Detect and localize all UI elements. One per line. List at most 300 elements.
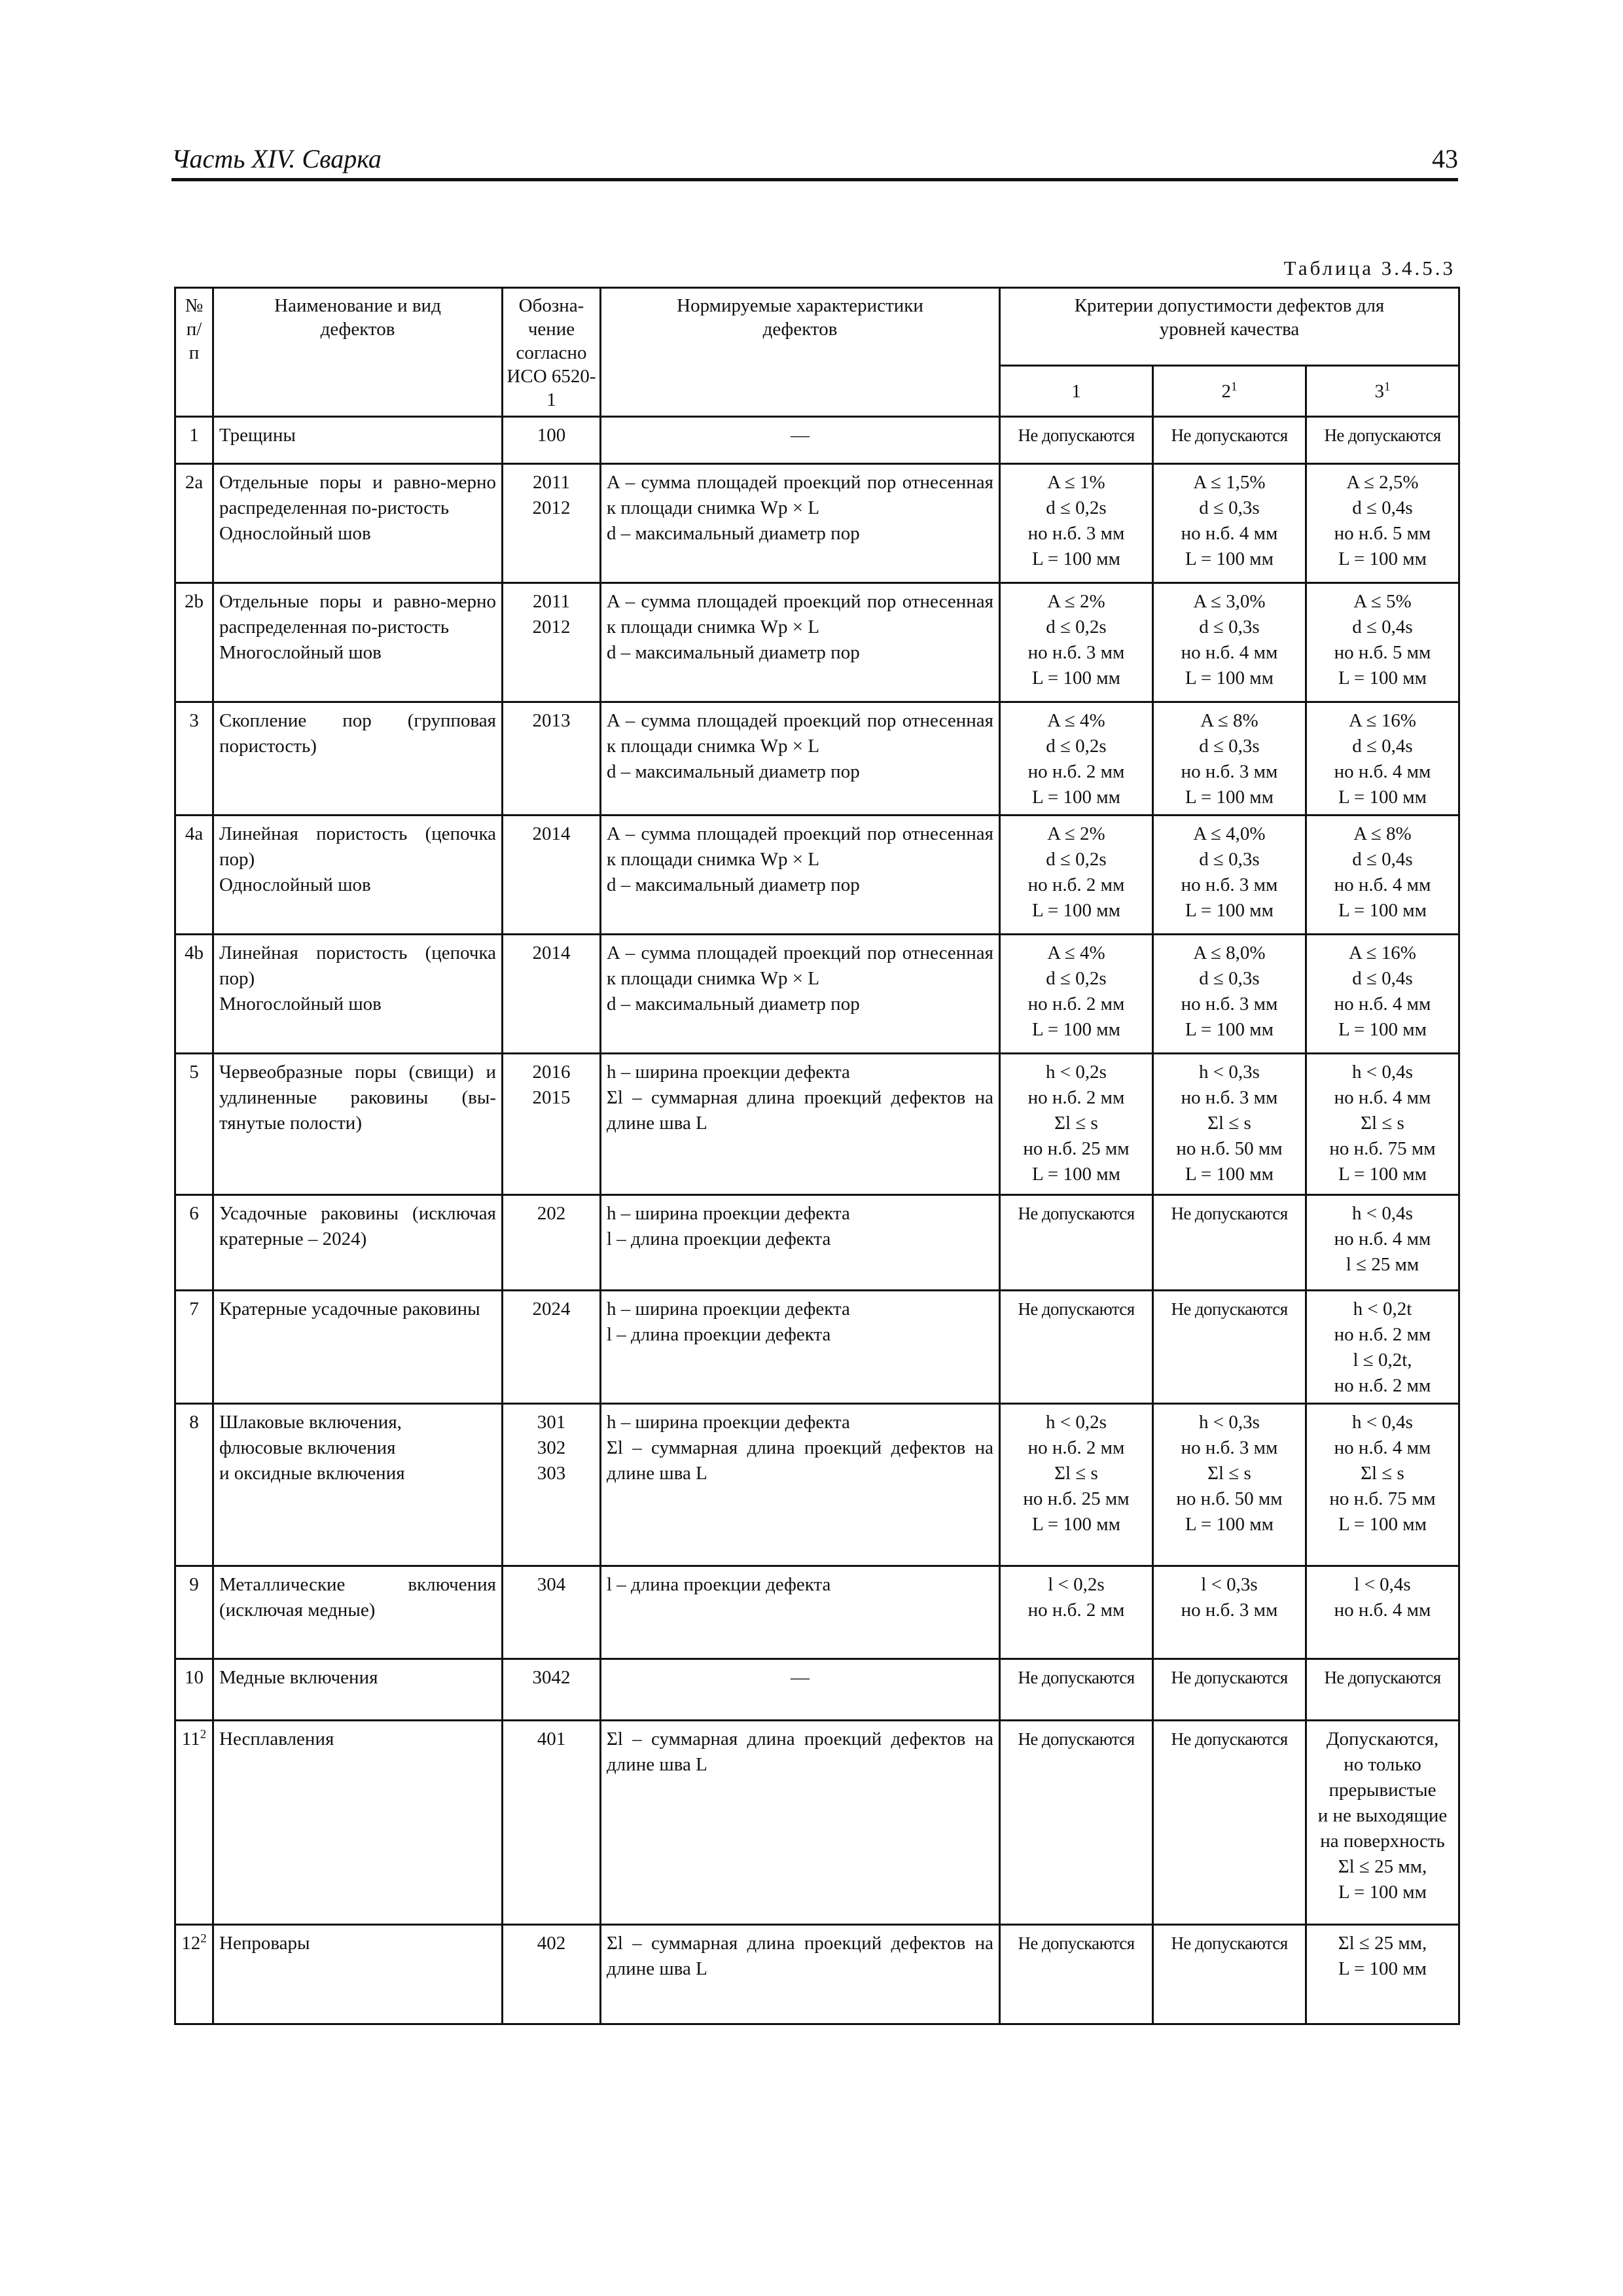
- row-number-text: 4a: [185, 823, 204, 844]
- cell-line: d – максимальный диаметр пор: [607, 523, 860, 544]
- cell-line: l – длина проекции дефекта: [607, 1229, 831, 1249]
- cell-line: Медные включения: [219, 1667, 378, 1688]
- cell-line: l ≤ 25 мм: [1346, 1254, 1419, 1275]
- cell-line: h – ширина проекции дефекта: [607, 1299, 850, 1319]
- cell-line: A – сумма площадей проекций пор отнесенная к площади снимка Wp × L: [607, 823, 993, 870]
- criteria-level-3: [1306, 1291, 1459, 1404]
- cell-line: L = 100 мм: [1185, 668, 1274, 689]
- cell-line: Не допускаются: [1171, 425, 1288, 445]
- row-number: [175, 464, 213, 583]
- defect-characteristics: [601, 1291, 1000, 1404]
- cell-line: но н.б. 5 мм: [1334, 642, 1431, 663]
- iso-code: [503, 935, 601, 1054]
- criteria-level-1: [1000, 1721, 1153, 1925]
- table-row: [175, 1925, 1459, 2024]
- cell-line: Σl ≤ s: [1361, 1113, 1404, 1134]
- row-number: [175, 1404, 213, 1566]
- row-number: [175, 1659, 213, 1721]
- cell-line: Допускаются,: [1326, 1729, 1439, 1749]
- cell-line: L = 100 мм: [1185, 900, 1274, 921]
- criteria-level-2: [1153, 1404, 1306, 1566]
- cell-line: L = 100 мм: [1185, 1514, 1274, 1535]
- cell-line: —: [791, 1667, 810, 1688]
- cell-line: 3042: [532, 1667, 571, 1688]
- iso-code: [503, 583, 601, 702]
- header-level-1: [1000, 365, 1153, 416]
- defect-name: [213, 583, 503, 702]
- table-row: [175, 1659, 1459, 1721]
- cell-line: Многослойный шов: [219, 642, 382, 663]
- cell-line: но н.б. 3 мм: [1027, 523, 1125, 544]
- cell-line: на поверхность: [1320, 1831, 1445, 1852]
- header-level-2: [1153, 365, 1306, 416]
- cell-line: d ≤ 0,4s: [1352, 736, 1413, 757]
- table-row: [175, 1291, 1459, 1404]
- cell-line: L = 100 мм: [1338, 900, 1427, 921]
- criteria-level-2: [1153, 1195, 1306, 1291]
- cell-line: A ≤ 8%: [1200, 710, 1258, 731]
- cell-line: Не допускаются: [1171, 1668, 1288, 1687]
- cell-line: h < 0,2s: [1046, 1062, 1107, 1083]
- cell-line: d ≤ 0,4s: [1352, 849, 1413, 870]
- cell-line: 2024: [532, 1299, 571, 1319]
- cell-line: l < 0,3s: [1201, 1574, 1258, 1595]
- page-number: 43: [1432, 144, 1458, 173]
- row-number: [175, 935, 213, 1054]
- iso-code: [503, 1291, 601, 1404]
- row-number: [175, 583, 213, 702]
- header-level-3: [1306, 365, 1459, 416]
- defect-characteristics: [601, 702, 1000, 816]
- iso-code: [503, 1195, 601, 1291]
- cell-line: Кратерные усадочные раковины: [219, 1299, 480, 1319]
- defect-name: [213, 1291, 503, 1404]
- criteria-level-1: [1000, 816, 1153, 935]
- criteria-level-2: [1153, 702, 1306, 816]
- cell-line: Не допускаются: [1171, 1729, 1288, 1749]
- cell-line: Трещины: [219, 425, 296, 446]
- cell-line: 100: [537, 425, 566, 446]
- row-number: [175, 1566, 213, 1659]
- cell-line: A ≤ 4%: [1047, 942, 1105, 963]
- criteria-level-3: [1306, 1659, 1459, 1721]
- cell-line: Σl ≤ s: [1054, 1113, 1098, 1134]
- iso-code: [503, 464, 601, 583]
- cell-line: d ≤ 0,4s: [1352, 968, 1413, 989]
- cell-line: но н.б. 3 мм: [1181, 874, 1278, 895]
- criteria-level-3: [1306, 1925, 1459, 2024]
- iso-code: [503, 702, 601, 816]
- row-number-text: 3: [189, 710, 199, 731]
- table-row: [175, 1566, 1459, 1659]
- cell-line: Не допускаются: [1324, 1668, 1441, 1687]
- criteria-level-3: [1306, 583, 1459, 702]
- cell-line: Отдельные поры и равно-мерно распределенная по-ристость: [219, 472, 496, 518]
- cell-line: d – максимальный диаметр пор: [607, 874, 860, 895]
- cell-line: h < 0,2s: [1046, 1412, 1107, 1433]
- cell-line: но н.б. 2 мм: [1027, 761, 1125, 782]
- cell-line: и оксидные включения: [219, 1463, 405, 1484]
- cell-line: A ≤ 16%: [1349, 710, 1416, 731]
- cell-line: A ≤ 3,0%: [1193, 591, 1266, 612]
- cell-line: L = 100 мм: [1185, 787, 1274, 808]
- cell-line: Не допускаются: [1018, 425, 1135, 445]
- cell-line: A ≤ 1,5%: [1193, 472, 1266, 493]
- cell-line: d ≤ 0,3s: [1199, 617, 1260, 637]
- defect-characteristics: [601, 417, 1000, 464]
- criteria-level-3: [1306, 702, 1459, 816]
- cell-line: d ≤ 0,4s: [1352, 617, 1413, 637]
- criteria-level-3: [1306, 1566, 1459, 1659]
- level-2-label: 2: [1221, 380, 1231, 402]
- header-designation: Обозна-чение согласно ИСО 6520-1: [503, 288, 601, 417]
- criteria-level-2: [1153, 1925, 1306, 2024]
- cell-line: d – максимальный диаметр пор: [607, 642, 860, 663]
- cell-line: но н.б. 5 мм: [1334, 523, 1431, 544]
- cell-line: Однослойный шов: [219, 523, 371, 544]
- defect-characteristics: [601, 464, 1000, 583]
- row-number: [175, 1925, 213, 2024]
- cell-line: Не допускаются: [1018, 1204, 1135, 1223]
- iso-code: [503, 1721, 601, 1925]
- table-row: [175, 935, 1459, 1054]
- cell-line: L = 100 мм: [1185, 548, 1274, 569]
- section-title: Часть XIV. Сварка: [171, 144, 382, 173]
- criteria-level-2: [1153, 1291, 1306, 1404]
- level-1-label: 1: [1071, 380, 1081, 402]
- cell-line: но только: [1344, 1754, 1421, 1775]
- defect-name: [213, 1566, 503, 1659]
- table-row: [175, 464, 1459, 583]
- cell-line: но н.б. 25 мм: [1023, 1138, 1130, 1159]
- cell-line: Не допускаются: [1171, 1933, 1288, 1953]
- row-number-text: 2b: [185, 591, 204, 612]
- criteria-level-1: [1000, 583, 1153, 702]
- defect-characteristics: [601, 583, 1000, 702]
- table-row: [175, 417, 1459, 464]
- defect-name: [213, 1659, 503, 1721]
- table-row: [175, 702, 1459, 816]
- cell-line: 2011: [533, 591, 570, 612]
- criteria-level-1: [1000, 417, 1153, 464]
- cell-line: Σl – суммарная длина проекций дефектов на длине шва L: [607, 1087, 993, 1134]
- table-row: [175, 583, 1459, 702]
- criteria-level-3: [1306, 816, 1459, 935]
- row-number-text: 11: [181, 1729, 200, 1749]
- cell-line: L = 100 мм: [1032, 668, 1120, 689]
- cell-line: Σl ≤ s: [1361, 1463, 1404, 1484]
- cell-line: d ≤ 0,2s: [1046, 849, 1107, 870]
- cell-line: 2015: [532, 1087, 571, 1108]
- criteria-level-2: [1153, 816, 1306, 935]
- defect-name: [213, 1195, 503, 1291]
- level-3-label: 3: [1374, 380, 1384, 402]
- defects-table: [174, 287, 1460, 2025]
- table-row: [175, 1054, 1459, 1195]
- iso-code: [503, 1566, 601, 1659]
- defect-name: [213, 417, 503, 464]
- cell-line: h < 0,3s: [1199, 1412, 1260, 1433]
- cell-line: но н.б. 4 мм: [1181, 523, 1278, 544]
- cell-line: L = 100 мм: [1032, 1514, 1120, 1535]
- cell-line: Не допускаются: [1018, 1729, 1135, 1749]
- defect-characteristics: [601, 1195, 1000, 1291]
- cell-line: d ≤ 0,2s: [1046, 617, 1107, 637]
- cell-line: 301: [537, 1412, 566, 1433]
- cell-line: 202: [537, 1203, 566, 1224]
- cell-line: 2012: [532, 617, 571, 637]
- defect-name: [213, 816, 503, 935]
- level-3-footnote: 1: [1384, 380, 1391, 394]
- cell-line: прерывистые: [1329, 1780, 1436, 1801]
- cell-line: Не допускаются: [1171, 1299, 1288, 1319]
- cell-line: A ≤ 2,5%: [1346, 472, 1419, 493]
- defect-name: [213, 1404, 503, 1566]
- cell-line: но н.б. 2 мм: [1027, 1087, 1125, 1108]
- row-number-text: 9: [189, 1574, 199, 1595]
- row-number-text: 12: [181, 1933, 201, 1954]
- criteria-level-2: [1153, 583, 1306, 702]
- cell-line: l ≤ 0,2t,: [1353, 1350, 1412, 1371]
- row-number: [175, 816, 213, 935]
- table-caption: Таблица 3.4.5.3: [1283, 257, 1455, 279]
- cell-line: L = 100 мм: [1185, 1164, 1274, 1185]
- cell-line: L = 100 мм: [1338, 1019, 1427, 1040]
- cell-line: но н.б. 75 мм: [1329, 1488, 1436, 1509]
- level-2-footnote: 1: [1231, 380, 1238, 394]
- cell-line: A – сумма площадей проекций пор отнесенная к площади снимка Wp × L: [607, 710, 993, 757]
- cell-line: L = 100 мм: [1338, 1164, 1427, 1185]
- cell-line: L = 100 мм: [1338, 548, 1427, 569]
- cell-line: h – ширина проекции дефекта: [607, 1062, 850, 1083]
- cell-line: Линейная пористость (цепочка пор): [219, 942, 496, 989]
- cell-line: Σl ≤ 25 мм,: [1338, 1933, 1427, 1954]
- cell-line: Σl ≤ 25 мм,: [1338, 1856, 1427, 1877]
- cell-line: h – ширина проекции дефекта: [607, 1412, 850, 1433]
- row-number-text: 7: [189, 1299, 199, 1319]
- criteria-level-3: [1306, 417, 1459, 464]
- header-characteristics: Нормируемые характеристики дефектов: [601, 288, 1000, 417]
- row-number-text: 4b: [185, 942, 204, 963]
- defect-characteristics: [601, 816, 1000, 935]
- cell-line: 402: [537, 1933, 566, 1954]
- cell-line: d ≤ 0,2s: [1046, 736, 1107, 757]
- cell-line: но н.б. 2 мм: [1334, 1324, 1431, 1345]
- cell-line: Отдельные поры и равно-мерно распределенная по-ристость: [219, 591, 496, 637]
- cell-line: A ≤ 1%: [1047, 472, 1105, 493]
- cell-line: 302: [537, 1437, 566, 1458]
- cell-line: Σl – суммарная длина проекций дефектов на длине шва L: [607, 1933, 993, 1979]
- cell-line: но н.б. 3 мм: [1181, 994, 1278, 1014]
- cell-line: A ≤ 4%: [1047, 710, 1105, 731]
- cell-line: но н.б. 4 мм: [1334, 1437, 1431, 1458]
- criteria-level-1: [1000, 935, 1153, 1054]
- page-header: [171, 141, 1458, 181]
- criteria-level-2: [1153, 464, 1306, 583]
- cell-line: 2014: [532, 823, 571, 844]
- header-criteria: Критерии допустимости дефектов для уровней качества: [1000, 288, 1459, 366]
- criteria-level-2: [1153, 1659, 1306, 1721]
- cell-line: l < 0,4s: [1354, 1574, 1411, 1595]
- cell-line: l – длина проекции дефекта: [607, 1324, 831, 1345]
- criteria-level-1: [1000, 1054, 1153, 1195]
- criteria-level-1: [1000, 464, 1153, 583]
- defect-name: [213, 935, 503, 1054]
- cell-line: Непровары: [219, 1933, 310, 1954]
- row-number-text: 2a: [185, 472, 204, 493]
- cell-line: A ≤ 8,0%: [1193, 942, 1266, 963]
- cell-line: но н.б. 4 мм: [1334, 994, 1431, 1014]
- criteria-level-2: [1153, 417, 1306, 464]
- cell-line: d ≤ 0,4s: [1352, 497, 1413, 518]
- cell-line: h < 0,4s: [1352, 1203, 1413, 1224]
- cell-line: d – максимальный диаметр пор: [607, 761, 860, 782]
- cell-line: A ≤ 16%: [1349, 942, 1416, 963]
- cell-line: 2013: [532, 710, 571, 731]
- cell-line: но н.б. 4 мм: [1334, 761, 1431, 782]
- cell-line: A ≤ 8%: [1353, 823, 1412, 844]
- cell-line: A ≤ 2%: [1047, 591, 1105, 612]
- table-row: [175, 1195, 1459, 1291]
- cell-line: d ≤ 0,3s: [1199, 849, 1260, 870]
- cell-line: L = 100 мм: [1338, 1958, 1427, 1979]
- cell-line: L = 100 мм: [1338, 1882, 1427, 1903]
- iso-code: [503, 1925, 601, 2024]
- cell-line: 303: [537, 1463, 566, 1484]
- criteria-level-1: [1000, 1291, 1153, 1404]
- cell-line: l – длина проекции дефекта: [607, 1574, 831, 1595]
- cell-line: но н.б. 4 мм: [1181, 642, 1278, 663]
- cell-line: L = 100 мм: [1338, 668, 1427, 689]
- cell-line: L = 100 мм: [1032, 548, 1120, 569]
- iso-code: [503, 1054, 601, 1195]
- cell-line: d ≤ 0,3s: [1199, 736, 1260, 757]
- table-header: [175, 288, 1459, 417]
- criteria-level-2: [1153, 1566, 1306, 1659]
- criteria-level-1: [1000, 1195, 1153, 1291]
- cell-line: A – сумма площадей проекций пор отнесенная к площади снимка Wp × L: [607, 472, 993, 518]
- cell-line: но н.б. 2 мм: [1027, 1437, 1125, 1458]
- defect-characteristics: [601, 935, 1000, 1054]
- cell-line: d ≤ 0,3s: [1199, 968, 1260, 989]
- cell-line: Σl – суммарная длина проекций дефектов на длине шва L: [607, 1729, 993, 1775]
- cell-line: 2012: [532, 497, 571, 518]
- defect-name: [213, 1925, 503, 2024]
- criteria-level-3: [1306, 1054, 1459, 1195]
- cell-line: h < 0,4s: [1352, 1062, 1413, 1083]
- cell-line: но н.б. 3 мм: [1181, 1437, 1278, 1458]
- defect-name: [213, 1054, 503, 1195]
- cell-line: A ≤ 2%: [1047, 823, 1105, 844]
- iso-code: [503, 1659, 601, 1721]
- row-number: [175, 1054, 213, 1195]
- criteria-level-2: [1153, 935, 1306, 1054]
- row-number: [175, 1195, 213, 1291]
- cell-line: но н.б. 50 мм: [1176, 1488, 1283, 1509]
- cell-line: и не выходящие: [1317, 1805, 1448, 1826]
- row-number-text: 10: [185, 1667, 204, 1688]
- cell-line: 2016: [532, 1062, 571, 1083]
- cell-line: L = 100 мм: [1032, 787, 1120, 808]
- cell-line: 2011: [533, 472, 570, 493]
- row-number: [175, 702, 213, 816]
- cell-line: L = 100 мм: [1032, 900, 1120, 921]
- table-row: [175, 1721, 1459, 1925]
- cell-line: но н.б. 2 мм: [1027, 1600, 1125, 1621]
- cell-line: 401: [537, 1729, 566, 1749]
- cell-line: L = 100 мм: [1338, 787, 1427, 808]
- cell-line: Не допускаются: [1018, 1668, 1135, 1687]
- cell-line: Червеобразные поры (свищи) и удлиненные раковины (вы-тянутые полости): [219, 1062, 496, 1134]
- criteria-level-2: [1153, 1054, 1306, 1195]
- cell-line: Несплавления: [219, 1729, 334, 1749]
- table-row: [175, 816, 1459, 935]
- criteria-level-1: [1000, 1566, 1153, 1659]
- iso-code: [503, 1404, 601, 1566]
- cell-line: Однослойный шов: [219, 874, 371, 895]
- defect-characteristics: [601, 1404, 1000, 1566]
- defect-characteristics: [601, 1566, 1000, 1659]
- criteria-level-3: [1306, 1195, 1459, 1291]
- cell-line: но н.б. 4 мм: [1334, 1087, 1431, 1108]
- cell-line: но н.б. 2 мм: [1334, 1375, 1431, 1396]
- defect-characteristics: [601, 1925, 1000, 2024]
- cell-line: L = 100 мм: [1338, 1514, 1427, 1535]
- row-number-text: 1: [189, 425, 199, 446]
- criteria-level-3: [1306, 464, 1459, 583]
- cell-line: L = 100 мм: [1032, 1164, 1120, 1185]
- cell-line: d ≤ 0,2s: [1046, 968, 1107, 989]
- defect-characteristics: [601, 1721, 1000, 1925]
- cell-line: но н.б. 4 мм: [1334, 1600, 1431, 1621]
- cell-line: Усадочные раковины (исключая кратерные – 2024): [219, 1203, 496, 1249]
- cell-line: A – сумма площадей проекций пор отнесенная к площади снимка Wp × L: [607, 942, 993, 989]
- criteria-level-1: [1000, 702, 1153, 816]
- row-number: [175, 1291, 213, 1404]
- criteria-level-3: [1306, 935, 1459, 1054]
- header-name: Наименование и вид дефектов: [213, 288, 503, 417]
- cell-line: d ≤ 0,3s: [1199, 497, 1260, 518]
- cell-line: Линейная пористость (цепочка пор): [219, 823, 496, 870]
- cell-line: Не допускаются: [1324, 425, 1441, 445]
- row-number-text: 6: [189, 1203, 199, 1224]
- cell-line: d – максимальный диаметр пор: [607, 994, 860, 1014]
- cell-line: Σl ≤ s: [1054, 1463, 1098, 1484]
- cell-line: но н.б. 2 мм: [1027, 874, 1125, 895]
- cell-line: но н.б. 4 мм: [1334, 874, 1431, 895]
- cell-line: h – ширина проекции дефекта: [607, 1203, 850, 1224]
- defect-name: [213, 1721, 503, 1925]
- defect-characteristics: [601, 1659, 1000, 1721]
- table-body: [175, 417, 1459, 2024]
- cell-line: но н.б. 3 мм: [1181, 1600, 1278, 1621]
- cell-line: L = 100 мм: [1185, 1019, 1274, 1040]
- cell-line: Σl ≤ s: [1207, 1113, 1251, 1134]
- cell-line: Шлаковые включения,: [219, 1412, 402, 1433]
- criteria-level-1: [1000, 1925, 1153, 2024]
- cell-line: но н.б. 50 мм: [1176, 1138, 1283, 1159]
- cell-line: l < 0,2s: [1048, 1574, 1105, 1595]
- cell-line: но н.б. 3 мм: [1027, 642, 1125, 663]
- cell-line: h < 0,4s: [1352, 1412, 1413, 1433]
- cell-line: A – сумма площадей проекций пор отнесенная к площади снимка Wp × L: [607, 591, 993, 637]
- cell-line: но н.б. 2 мм: [1027, 994, 1125, 1014]
- cell-line: Скопление пор (групповая пористость): [219, 710, 496, 757]
- criteria-level-3: [1306, 1404, 1459, 1566]
- cell-line: но н.б. 75 мм: [1329, 1138, 1436, 1159]
- row-number: [175, 1721, 213, 1925]
- iso-code: [503, 417, 601, 464]
